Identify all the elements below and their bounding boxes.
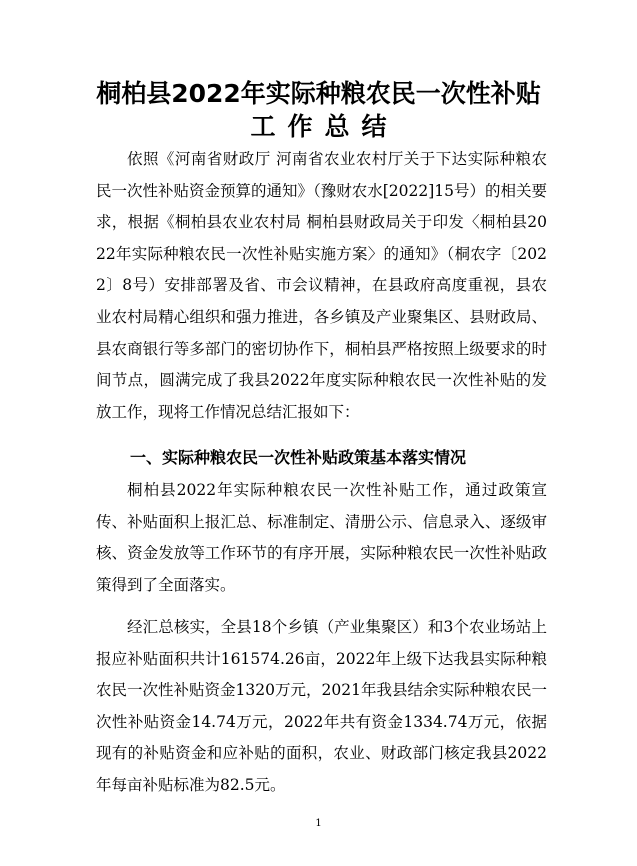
page-number: 1 [315, 818, 322, 829]
section-heading: 一、实际种粮农民一次性补贴政策基本落实情况 [130, 448, 467, 467]
intro-paragraph: 依照《河南省财政厅 河南省农业农村厅关于下达实际种粮农民一次性补贴资金预算的通知》（豫财农水[2022]15号）的相关要求，根据《桐柏县农业农村局 桐柏县财政局关于印发〈桐柏县2022年实际种粮农民一次性补贴实施方案〉的通知》（桐农字〔2022〕8号）安排部署及省、市会议精神，在县政府高度重视，县农业农村局精心组织和强力推进，各乡镇及产业聚集区、县财政局、县农商银行等多部门的密切协作下，桐柏县严格按照上级要求的时间节点，圆满完成了我县2022年度实际种粮农民一次性补贴的发放工作，现将工作情况总结汇报如下： [96, 150, 548, 421]
document-title-line2: 工作总结 [250, 112, 399, 141]
implementation-paragraph: 桐柏县2022年实际种粮农民一次性补贴工作，通过政策宣传、补贴面积上报汇总、标准制定、清册公示、信息录入、逐级审核、资金发放等工作环节的有序开展，实际种粮农民一次性补贴政策得到了全面落实。 [96, 481, 547, 594]
funding-paragraph: 经汇总核实，全县18个乡镇（产业集聚区）和3个农业场站上报应补贴面积共计161574.26亩，2022年上级下达我县实际种粮农民一次性补贴资金1320万元，2021年我县结余实际种粮农民一次性补贴资金14.74万元，2022年共有资金1334.74万元，依据现有的补贴资金和应补贴的面积，农业、财政部门核定我县2022年每亩补贴标准为82.5元。 [96, 618, 547, 794]
document-title-line1: 桐柏县2022年实际种粮农民一次性补贴 [96, 79, 541, 108]
